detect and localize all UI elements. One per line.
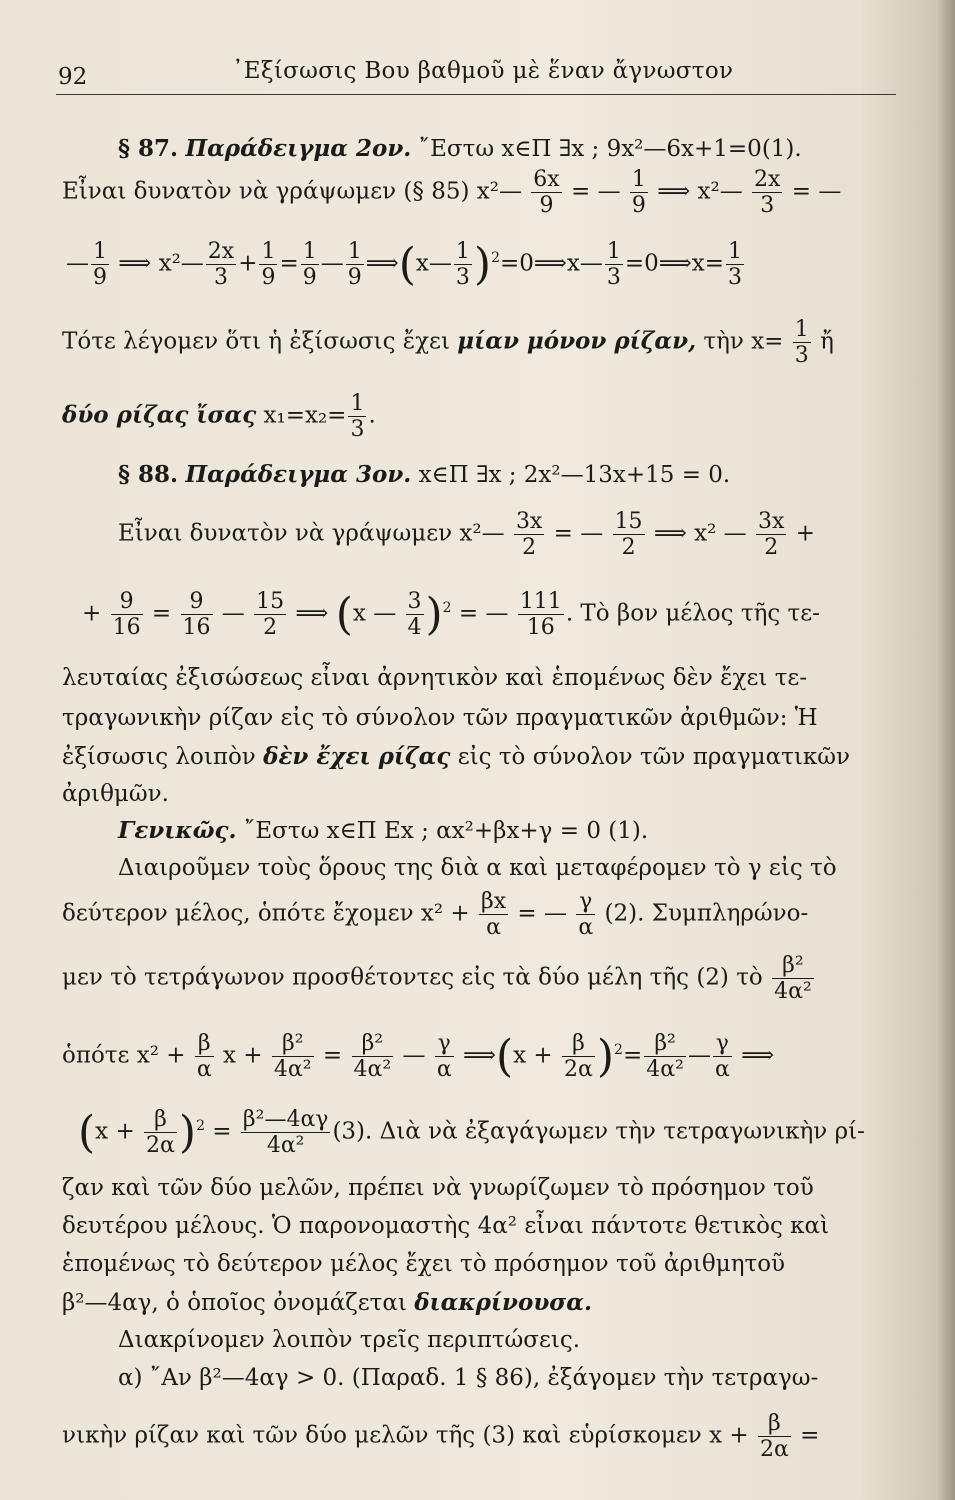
fraction-b2-4a2: $\frac{\text{β²}}{\text{4α²}}$: [273, 1031, 312, 1083]
s88-p3-bold: δὲν ἔχει ρίζας: [263, 743, 451, 770]
fraction-3x-2: $\frac{3x}{2}$: [757, 509, 785, 561]
fraction-1-3: $\frac{1}{3}$: [350, 391, 365, 443]
discriminant-term: διακρίνουσα.: [414, 1289, 592, 1316]
general-p5: Διακρίνομεν λοιπὸν τρεῖς περιπτώσεις.: [118, 1327, 581, 1353]
fraction-g-a: $\frac{\gamma}{\alpha}$: [436, 1031, 452, 1083]
fraction-bx-a: $\frac{\beta x}{\alpha}$: [480, 889, 507, 941]
s88-line2: Εἶναι δυνατὸν νὰ γράψωμεν x²— $\frac{3x}{2}$ = — $\frac{15}{2}$ ⟹ x² — $\frac{3x}{2}$ +: [118, 509, 815, 561]
general-line4: [62, 954, 816, 1003]
conclusion-bold: μίαν μόνον ρίζαν,: [457, 327, 697, 355]
conclusion-prefix: Τότε λέγομεν ὅτι ἡ ἐξίσωσις ἔχει: [62, 328, 450, 355]
s88-heading-line: [118, 462, 730, 488]
fraction-9-16: $\frac{9}{16}$: [182, 589, 211, 641]
fraction-15-2: $\frac{15}{2}$: [256, 589, 285, 641]
s88-l2-text: Εἶναι δυνατὸν νὰ γράψωμεν x²—: [118, 520, 505, 547]
general-p1: ζαν καὶ τῶν δύο μελῶν, πρέπει νὰ γνωρίζωμεν τὸ πρόσημον τοῦ: [62, 1175, 814, 1201]
general-line2: Διαιροῦμεν τοὺς ὅρους της διὰ α καὶ μεταφέρομεν τὸ γ εἰς τὸ: [118, 855, 837, 881]
conclusion-suffix: τὴν x=: [703, 328, 784, 355]
eq3-tail: (3). Διὰ νὰ ἐξαγάγωμεν τὴν τετραγωνικὴν ρί-: [332, 1118, 865, 1145]
fraction-1-9: $\frac{1}{9}$: [261, 239, 276, 291]
s87-label: Παράδειγμα 2ον.: [185, 135, 412, 162]
general-l3-b: (2). Συμπληρώνο-: [604, 900, 809, 927]
s87-line3: — $\frac{1}{9}$ ⟹ x²— $\frac{2x}{3}$ + $\frac{1}{9}$ = $\frac{1}{9}$ — $\frac{1}{9}$ ⟹(x— $\frac{1}{3}$ )$^2$=0⟹x— $\frac{1}{3}$ =0⟹x= $\frac{1}{3}$: [66, 239, 742, 291]
fraction-b2-4a2: $\frac{\text{β²}}{\text{4α²}}$: [774, 953, 812, 1005]
fraction-2x-3: $\frac{2x}{3}$: [754, 167, 781, 219]
fraction-3x-2: $\frac{3x}{2}$: [515, 509, 543, 561]
fraction-1-3: $\frac{1}{3}$: [794, 317, 809, 369]
fraction-2x-3: $\frac{2x}{3}$: [207, 239, 235, 291]
fraction-1-9: $\frac{1}{9}$: [93, 239, 107, 291]
general-statement: ῎Εστω x∈Π Ex ; αx²+βx+γ = 0 (1).: [243, 818, 649, 844]
general-eq3-line: (x + $\frac{\beta}{2\alpha}$ )$^2$ = $\frac{\text{β²—4αγ}}{\text{4α²}}$ (3). Διὰ νὰ ἐξαγάγωμεν τὴν τετραγωνικὴν ρί-: [78, 1107, 865, 1159]
s87-number: § 87.: [118, 135, 179, 162]
fraction-3-4: $\frac{3}{4}$: [407, 589, 422, 641]
fraction-g-a: $\frac{\gamma}{\alpha}$: [578, 889, 594, 941]
general-l5-a: ὁπότε x² +: [62, 1042, 186, 1069]
running-title: ᾿Εξίσωσις Βου βαθμοῦ μὲ ἕναν ἄγνωστον: [232, 58, 734, 84]
fraction-b-2a: $\frac{\beta}{2\alpha}$: [759, 1411, 789, 1463]
header-rule: [56, 94, 896, 95]
fraction-6x-9: $\frac{6x}{9}$: [533, 167, 560, 219]
page-number: 92: [58, 64, 88, 90]
s87-statement: ῎Εστω x∈Π ∃x ; 9x²—6x+1=0(1).: [418, 136, 802, 162]
page-edge-shadow: [937, 0, 955, 1500]
general-line3: δεύτερον μέλος, ὁπότε ἔχομεν x² + $\frac{\beta x}{\alpha}$ = — $\frac{\gamma}{\alpha}$ (2). Συμπληρώνο-: [62, 889, 809, 941]
general-last-a: νικὴν ρίζαν καὶ τῶν δύο μελῶν τῆς (3) καὶ εὑρίσκομεν x +: [62, 1422, 749, 1449]
s87-heading-line: [118, 136, 802, 162]
s88-statement: x∈Π ∃x ; 2x²—13x+15 = 0.: [418, 462, 731, 488]
or-word: ἤ: [820, 328, 834, 355]
s88-line3: + $\frac{9}{16}$ = $\frac{9}{16}$ — $\frac{15}{2}$ ⟹ (x — $\frac{3}{4}$ )$^2$ = — $\frac{111}{16}$ . Τὸ βον μέλος τῆς τε-: [82, 589, 820, 641]
s88-p1: λευταίας ἐξισώσεως εἶναι ἀρνητικὸν καὶ ἑπομένως δὲν ἔχει τε-: [62, 665, 808, 691]
fraction-1-9: $\frac{1}{9}$: [347, 239, 362, 291]
general-label: Γενικῶς.: [118, 817, 237, 844]
s88-number: § 88.: [118, 461, 179, 488]
fraction-b-2a: $\frac{\beta}{2\alpha}$: [564, 1031, 593, 1083]
s88-p4: ἀριθμῶν.: [62, 781, 169, 807]
fraction-1-3: $\frac{1}{3}$: [606, 239, 621, 291]
s88-p3-a: ἐξίσωσις λοιπὸν: [62, 744, 256, 770]
s88-p3: [62, 744, 850, 770]
fraction-1-9: $\frac{1}{9}$: [631, 167, 646, 219]
fraction-111-16: $\frac{111}{16}$: [519, 589, 562, 641]
general-line5: ὁπότε x² + $\frac{\beta}{\alpha}$ x + $\frac{\text{β²}}{\text{4α²}}$ = $\frac{\text{β²}}{\text{4α²}}$ — $\frac{\gamma}{\alpha}$ ⟹(x + $\frac{\beta}{2\alpha}$ )$^2$= $\frac{\text{β²}}{\text{4α²}}$ — $\frac{\gamma}{\alpha}$ ⟹: [62, 1031, 775, 1083]
fraction-1-9: $\frac{1}{9}$: [302, 239, 317, 291]
fraction-1-3: $\frac{1}{3}$: [455, 239, 470, 291]
general-p2: δευτέρου μέλους. Ὁ παρονομαστὴς 4α² εἶναι πάντοτε θετικὸς καὶ: [62, 1213, 830, 1239]
fraction-b-2a: $\frac{\beta}{2\alpha}$: [146, 1107, 175, 1159]
general-line1: [118, 818, 648, 844]
general-p3: ἑπομένως τὸ δεύτερον μέλος ἔχει τὸ πρόσημον τοῦ ἀριθμητοῦ: [62, 1251, 786, 1277]
fraction-b2-4a2: $\frac{\text{β²}}{\text{4α²}}$: [353, 1031, 392, 1083]
general-p4: [62, 1290, 592, 1316]
fraction-15-2: $\frac{15}{2}$: [614, 509, 643, 561]
general-l4: μεν τὸ τετράγωνον προσθέτοντες εἰς τὰ δύο μέλη τῆς (2) τὸ: [62, 964, 763, 991]
s88-p2: τραγωνικὴν ρίζαν εἰς τὸ σύνολον τῶν πραγματικῶν ἀριθμῶν: Ἡ: [62, 705, 818, 731]
fraction-9-16: $\frac{9}{16}$: [112, 589, 141, 641]
s88-tail-l3: . Τὸ βον μέλος τῆς τε-: [565, 600, 820, 627]
fraction-b2-4a2: $\frac{\text{β²}}{\text{4α²}}$: [646, 1031, 684, 1083]
general-l3-a: δεύτερον μέλος, ὁπότε ἔχομεν x² +: [62, 900, 470, 927]
s88-p3-b: εἰς τὸ σύνολον τῶν πραγματικῶν: [457, 744, 850, 770]
s87-two-roots: δύο ρίζας ἴσας x₁=x₂= $\frac{1}{3}$ .: [62, 391, 376, 443]
s88-label: Παράδειγμα 3ον.: [185, 461, 412, 488]
fraction-g-a: $\frac{\gamma}{\alpha}$: [714, 1031, 730, 1083]
general-p4-a: β²—4αγ, ὁ ὁποῖος ὀνομάζεται: [62, 1290, 407, 1316]
case-a: α) ῎Αν β²—4αγ > 0. (Παραδ. 1 § 86), ἐξάγομεν τὴν τετραγω-: [118, 1365, 819, 1391]
fraction-1-3: $\frac{1}{3}$: [727, 239, 742, 291]
two-roots-eq: x₁=x₂=: [263, 402, 347, 429]
two-roots-bold: δύο ρίζας ἴσας: [62, 401, 257, 429]
fraction-b-a: $\frac{\beta}{\alpha}$: [196, 1031, 212, 1083]
fraction-discriminant-4a2: $\frac{\text{β²—4αγ}}{\text{4α²}}$: [242, 1107, 329, 1159]
s87-l2-text: Εἶναι δυνατὸν νὰ γράψωμεν (§ 85) x²—: [62, 178, 522, 205]
general-last-line: νικὴν ρίζαν καὶ τῶν δύο μελῶν τῆς (3) καὶ εὑρίσκομεν x + $\frac{\beta}{2\alpha}$ =: [62, 1411, 820, 1463]
s87-line2: Εἶναι δυνατὸν νὰ γράψωμεν (§ 85) x²— $\frac{6x}{9}$ = — $\frac{1}{9}$ ⟹ x²— $\frac{2x}{3}$ = —: [62, 167, 842, 219]
s87-conclusion: [62, 318, 834, 367]
